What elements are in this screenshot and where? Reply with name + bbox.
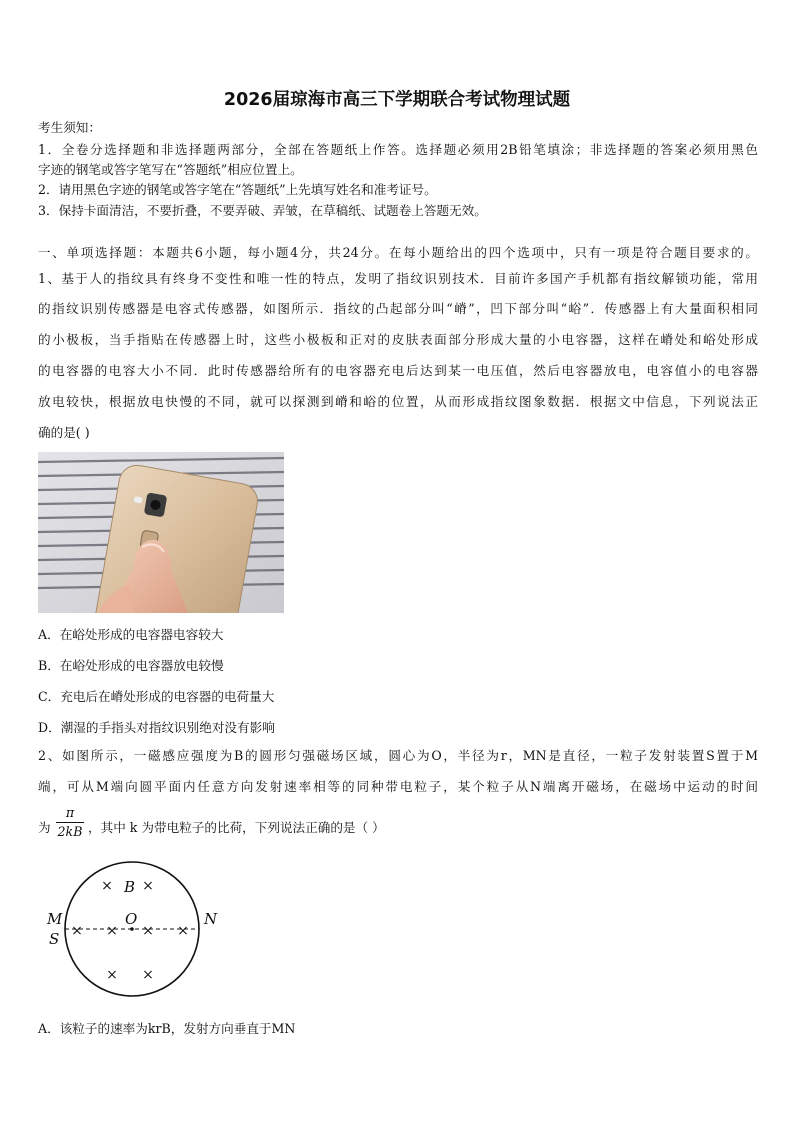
cross-mark: × — [177, 923, 189, 939]
cross-mark: × — [142, 878, 154, 894]
q2-line-2: 端，可从M端向圆平面内任意方向发射速率相等的同种带电粒子，某个粒子从N端离开磁场，在磁场中运动的时间 — [38, 779, 758, 794]
q2-fraction-denominator: 2kB — [57, 824, 83, 839]
q1-option-a: A．在峪处形成的电容器电容较大 — [38, 627, 224, 642]
q2-fraction-prefix: 为 — [38, 820, 51, 835]
cross-mark: × — [142, 967, 154, 983]
label-o: O — [125, 910, 138, 928]
fingerprint-phone-photo — [38, 452, 284, 613]
notice-item-2: 2．请用黑色字迹的钢笔或答字笔在“答题纸”上先填写姓名和准考证号。 — [38, 182, 437, 197]
cross-mark: × — [71, 923, 83, 939]
page-title: 2026届琼海市高三下学期联合考试物理试题 — [223, 90, 571, 110]
q1-option-c: C．充电后在嵴处形成的电容器的电荷量大 — [38, 689, 275, 704]
q1-line-4: 的电容器的电容大小不同．此时传感器给所有的电容器充电后达到某一电压值，然后电容器放电，电容值小的电容器 — [38, 363, 758, 378]
q2-fraction-numerator: π — [65, 805, 75, 820]
notice-item-1-cont: 字迹的钢笔或答字笔写在“答题纸”相应位置上。 — [38, 162, 303, 177]
label-s: S — [49, 930, 60, 948]
cross-mark: × — [106, 923, 118, 939]
label-b: B — [124, 878, 136, 896]
section-heading: 一、单项选择题：本题共6小题，每小题4分，共24分。在每小题给出的四个选项中，只有一项是符合题目要求的。 — [38, 245, 758, 260]
q1-line-5: 放电较快，根据放电快慢的不同，就可以探测到嵴和峪的位置，从而形成指纹图象数据．根据文中信息，下列说法正 — [38, 394, 758, 409]
q2-line-1: 2、如图所示，一磁感应强度为B的圆形匀强磁场区域，圆心为O，半径为r，MN是直径，一粒子发射装置S置于M — [38, 748, 758, 763]
notice-item-3: 3．保持卡面清洁，不要折叠，不要弄破、弄皱，在草稿纸、试题卷上答题无效。 — [38, 203, 487, 218]
q2-fraction — [56, 805, 84, 840]
q2-fraction-suffix: ，其中 k 为带电粒子的比荷，下列说法正确的是（ ） — [88, 820, 385, 835]
q1-option-d: D．潮湿的手指头对指纹识别绝对没有影响 — [38, 720, 275, 735]
q1-option-b: B．在峪处形成的电容器放电较慢 — [38, 658, 224, 673]
q1-line-1: 1、基于人的指纹具有终身不变性和唯一性的特点，发明了指纹识别技术．目前许多国产手机都有指纹解锁功能，常用 — [38, 271, 758, 286]
cross-mark: × — [142, 923, 154, 939]
notice-heading: 考生须知： — [38, 120, 101, 135]
cross-mark: × — [106, 967, 118, 983]
label-m: M — [47, 910, 63, 928]
q1-line-2: 的指纹识别传感器是电容式传感器，如图所示．指纹的凸起部分叫“嵴”，凹下部分叫“峪”．传感器上有大量面积相同 — [38, 301, 758, 316]
label-n: N — [204, 910, 218, 928]
q2-option-a: A．该粒子的速率为krB，发射方向垂直于MN — [38, 1021, 296, 1036]
notice-item-1: 1．全卷分选择题和非选择题两部分，全部在答题纸上作答。选择题必须用2B铅笔填涂；非选择题的答案必须用黑色 — [38, 142, 758, 157]
q1-line-3: 的小极板，当手指贴在传感器上时，这些小极板和正对的皮肤表面部分形成大量的小电容器，这样在嵴处和峪处形成 — [38, 332, 758, 347]
q1-line-6: 确的是( ) — [38, 425, 90, 440]
magnetic-field-diagram — [40, 858, 230, 1008]
fraction-bar — [56, 822, 84, 823]
cross-mark: × — [101, 878, 113, 894]
